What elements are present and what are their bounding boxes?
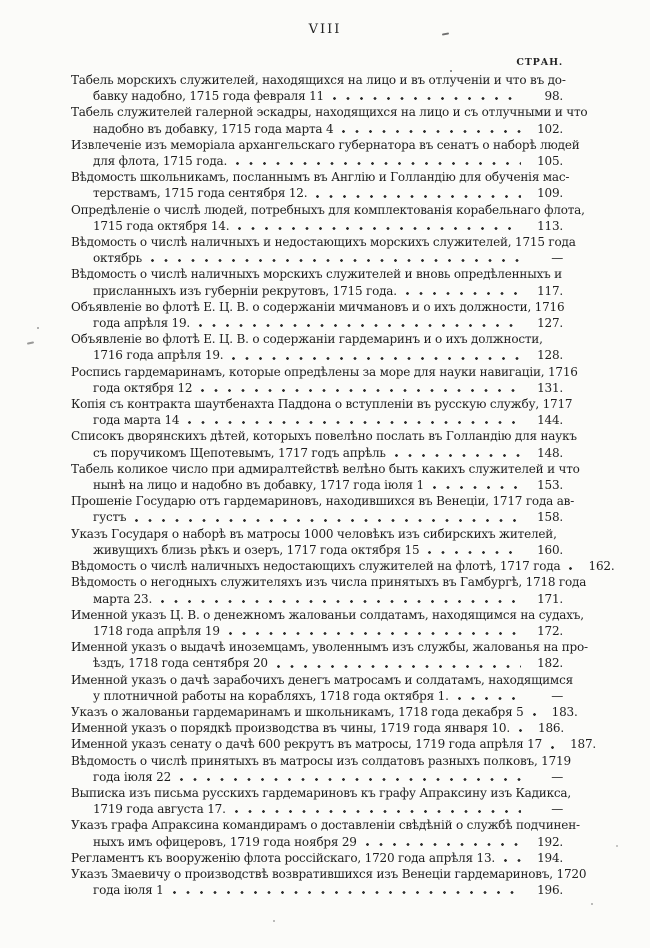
toc-entry-line: Извлеченіе изъ меморіала архангельскаго губернатора въ сенатъ о наборѣ людей — [71, 137, 580, 152]
toc-entry — [71, 866, 587, 898]
page-number: — — [551, 802, 563, 817]
dot-leader — [315, 194, 521, 199]
toc-entry-last-line — [71, 801, 563, 817]
dot-leader — [427, 550, 521, 555]
dot-leader — [365, 842, 521, 847]
dot-leader — [550, 745, 554, 750]
page-number: 158. — [537, 510, 563, 525]
dot-leader — [237, 226, 521, 231]
toc-entry-text: Именной указъ сенату о дачѣ 600 рекрутъ въ матросы, 1719 года апрѣля 17 — [71, 737, 543, 752]
dot-leader — [172, 890, 521, 895]
page-number: 192. — [537, 834, 563, 849]
toc-entry-last-line — [71, 509, 563, 525]
toc-entry-line: Указъ Государя о наборѣ въ матросы 1000 человѣкъ изъ сибирскихъ жителей, — [71, 526, 557, 541]
page-number: 148. — [537, 445, 563, 460]
toc-entry — [71, 331, 563, 363]
toc-entry — [71, 817, 580, 849]
page-number: 117. — [537, 283, 563, 298]
scan-speck — [616, 845, 618, 847]
toc-entry-line: Именной указъ о дачѣ зарабочихъ денегъ матросамъ и солдатамъ, находящимся — [71, 672, 573, 687]
toc-entry-text: года іюля 22 — [93, 769, 172, 784]
toc-entry-line: Списокъ дворянскихъ дѣтей, которыхъ повелѣно послать въ Голландію для наукъ — [71, 429, 577, 444]
toc-entry-last-line — [71, 704, 578, 720]
toc-entry-last-line — [71, 250, 563, 266]
toc-entry-line: Указъ графа Апраксина командирамъ о доставленіи свѣдѣній о службѣ подчинен- — [71, 818, 580, 833]
page-number: — — [551, 688, 563, 703]
toc-entry-line: Вѣдомость о числѣ принятыхъ въ матросы изъ солдатовъ разныхъ полковъ, 1719 — [71, 753, 571, 768]
toc-entry-line: Табель коликое число при адмиралтействѣ велѣно быть какихъ служителей и что — [71, 461, 580, 476]
toc-entry — [71, 72, 566, 104]
toc-entry-text: октябрь — [93, 251, 142, 266]
toc-entry-line: Вѣдомость о числѣ наличныхъ и недостающихъ морскихъ служителей, 1715 года — [71, 235, 576, 250]
dot-leader — [503, 858, 521, 863]
toc-entry — [71, 574, 587, 606]
page-roman-numeral: VIII — [308, 22, 342, 37]
page-number: 196. — [537, 883, 563, 898]
toc-entry — [71, 639, 588, 671]
toc-entry-last-line — [71, 153, 563, 169]
dot-leader — [568, 566, 572, 571]
toc-entry-line: Именной указъ Ц. В. о денежномъ жалованьи солдатамъ, находящимся на судахъ, — [71, 607, 584, 622]
toc-entry-line: Вѣдомость о числѣ наличныхъ морскихъ служителей и вновь опредѣленныхъ и — [71, 267, 562, 282]
toc-entry-last-line — [71, 623, 563, 639]
toc-entry-line: Вѣдомость школьникамъ, посланнымъ въ Англію и Голландію для обученія мас- — [71, 170, 570, 185]
toc-entry-text: Регламентъ къ вооруженію флота россійскаго, 1720 года апрѣля 13. — [71, 850, 496, 865]
toc-entry-last-line — [71, 882, 563, 898]
page-number: 127. — [537, 316, 563, 331]
page-number: 162. — [588, 559, 615, 574]
toc-entry-last-line — [71, 591, 563, 607]
toc-entry-text: присланныхъ изъ губерніи рекрутовъ, 1715 года. — [93, 283, 397, 298]
dot-leader — [160, 599, 521, 604]
toc-entry — [71, 672, 573, 704]
toc-entry-text: марта 23. — [93, 591, 153, 606]
page-number: 102. — [537, 121, 563, 136]
toc-entry-text: 1718 года апрѣля 19 — [93, 623, 220, 638]
toc-entry — [71, 461, 580, 493]
toc-entry-text: 1715 года октября 14. — [93, 218, 230, 233]
toc-entry — [71, 234, 576, 266]
toc-entry-last-line — [71, 688, 563, 704]
toc-entry — [71, 428, 577, 460]
toc-entry-text: Именной указъ о порядкѣ производства въ чины, 1719 года января 10. — [71, 721, 510, 736]
toc-entry-line: Табель морскихъ служителей, находящихся на лицо и въ отлученіи и что въ до- — [71, 73, 566, 87]
toc-entry — [71, 266, 563, 298]
page-column-label: СТРАН. — [516, 57, 563, 68]
dot-leader — [231, 356, 521, 361]
page-number: 187. — [570, 737, 597, 752]
toc-entry-last-line — [71, 769, 563, 785]
toc-entry-line: Именной указъ о выдачѣ иноземцамъ, уволеннымъ изъ службы, жалованья на про- — [71, 640, 588, 655]
page-number: 113. — [537, 218, 563, 233]
toc-entry-text: терствамъ, 1715 года сентября 12. — [93, 186, 308, 201]
dot-leader — [518, 728, 522, 733]
toc-entry-line: Указъ Змаевичу о производствѣ возвратившихся изъ Венеціи гардемариновъ, 1720 — [71, 866, 587, 881]
toc-entry-line: Опредѣленіе о числѣ людей, потребныхъ для комплектованія корабельнаго флота, — [71, 202, 585, 217]
toc-entry-line: Вѣдомость о негодныхъ служителяхъ изъ числа принятыхъ въ Гамбургѣ, 1718 года — [71, 575, 587, 590]
toc-entry-text: съ поручикомъ Щепотевымъ, 1717 годъ апрѣль — [93, 445, 386, 460]
page-number: 144. — [537, 413, 563, 428]
dot-leader — [235, 161, 521, 166]
toc-entry-last-line — [71, 185, 563, 201]
toc-entry — [71, 104, 588, 136]
dot-leader — [234, 809, 521, 814]
scan-speck — [273, 920, 275, 922]
toc-entry-last-line — [71, 412, 563, 428]
dot-leader — [179, 777, 521, 782]
toc-entry-last-line — [71, 477, 563, 493]
page-number: 160. — [537, 542, 563, 557]
toc-entry-text: 1716 года апрѣля 19. — [93, 348, 224, 363]
toc-entry-last-line — [71, 655, 563, 671]
toc-entry-last-line — [71, 834, 563, 850]
dot-leader — [150, 258, 521, 263]
toc-entry — [71, 607, 584, 639]
dot-leader — [198, 323, 521, 328]
toc-entry-text: 1719 года августа 17. — [93, 802, 226, 817]
toc-entry — [71, 364, 578, 396]
page-number: 98. — [544, 89, 563, 104]
toc-entry — [71, 736, 597, 752]
dot-leader — [134, 518, 521, 523]
toc — [71, 72, 615, 898]
toc-entry-last-line — [71, 283, 563, 299]
page-number: 128. — [537, 348, 563, 363]
toc-entry — [71, 299, 563, 331]
scan-speck — [450, 70, 452, 72]
toc-entry — [71, 850, 563, 866]
dot-leader — [432, 485, 521, 490]
toc-entry-line: Прошеніе Государю отъ гардемариновъ, находившихся въ Венеціи, 1717 года ав- — [71, 494, 575, 509]
dot-leader — [532, 712, 536, 717]
toc-entry-last-line — [71, 88, 563, 104]
toc-entry-text: для флота, 1715 года. — [93, 154, 228, 169]
toc-entry — [71, 704, 578, 720]
toc-entry-last-line — [71, 720, 563, 736]
toc-entry-text: густъ — [93, 510, 127, 525]
toc-entry-text: нынѣ на лицо и надобно въ добавку, 1717 года іюля 1 — [93, 478, 424, 493]
page-number: 153. — [537, 478, 563, 493]
toc-entry — [71, 785, 571, 817]
toc-entry-line: Выписка изъ письма русскихъ гардемариновъ къ графу Апраксину изъ Кадикса, — [71, 785, 571, 800]
page-number: 194. — [537, 850, 563, 865]
toc-entry — [71, 753, 571, 785]
page-number: 186. — [538, 721, 564, 736]
toc-entry-last-line — [71, 558, 615, 574]
toc-entry-text: Указъ о жалованьи гардемаринамъ и школьникамъ, 1718 года декабря 5 — [71, 704, 524, 719]
toc-entry-last-line — [71, 315, 563, 331]
toc-entry-last-line — [71, 347, 563, 363]
dot-leader — [405, 291, 521, 296]
scan-speck — [591, 903, 593, 905]
toc-entry-text: года октября 12 — [93, 380, 193, 395]
page-number: 105. — [537, 154, 563, 169]
toc-entry-line: Объявленіе во флотѣ Е. Ц. В. о содержаніи гардемаринъ и о ихъ должности, — [71, 332, 543, 347]
toc-entry-text: живущихъ близь рѣкъ и озеръ, 1717 года октября 15 — [93, 542, 420, 557]
dot-leader — [394, 453, 521, 458]
page-number: — — [551, 251, 563, 266]
toc-entry-line: Объявленіе во флотѣ Е. Ц. В. о содержаніи мичмановъ и о ихъ должности, 1716 — [71, 299, 565, 314]
dot-leader — [200, 388, 521, 393]
toc-entry-text: у плотничной работы на корабляхъ, 1718 года октября 1. — [93, 688, 449, 703]
toc-entry-last-line — [71, 736, 597, 752]
toc-entry — [71, 558, 615, 574]
toc-entry — [71, 137, 580, 169]
toc-entry-last-line — [71, 850, 563, 866]
page-number: 182. — [537, 656, 563, 671]
toc-entry-last-line — [71, 445, 563, 461]
toc-entry-text: года іюля 1 — [93, 883, 164, 898]
page-number: 131. — [537, 380, 563, 395]
toc-entry-text: года апрѣля 19. — [93, 316, 191, 331]
page-number: 172. — [537, 623, 563, 638]
page-number: — — [551, 769, 563, 784]
dot-leader — [276, 664, 521, 669]
toc-entry-last-line — [71, 542, 563, 558]
toc-entry-text: Вѣдомость о числѣ наличныхъ недостающихъ служителей на флотѣ, 1717 года — [71, 559, 561, 574]
toc-entry-last-line — [71, 218, 563, 234]
toc-entry — [71, 202, 585, 234]
toc-entry-text: надобно въ добавку, 1715 года марта 4 — [93, 121, 334, 136]
toc-entry-text: года марта 14 — [93, 413, 180, 428]
dot-leader — [341, 129, 521, 134]
toc-entry-text: ныхъ имъ офицеровъ, 1719 года ноября 29 — [93, 834, 357, 849]
page-number: 109. — [537, 186, 563, 201]
toc-entry — [71, 720, 563, 736]
toc-entry-last-line — [71, 380, 563, 396]
toc-entry — [71, 493, 575, 525]
dot-leader — [228, 631, 521, 636]
toc-entry-line: Роспись гардемаринамъ, которые опредѣлены за море для науки навигаціи, 1716 — [71, 364, 578, 379]
toc-entry — [71, 169, 570, 201]
dot-leader — [187, 420, 521, 425]
dot-leader — [457, 696, 521, 701]
toc-entry-line: Копія съ контракта шаутбенахта Паддона о вступленіи въ русскую службу, 1717 — [71, 397, 573, 412]
toc-entry-line: Табель служителей галерной эскадры, находящихся на лицо и съ отлучными и что — [71, 105, 588, 120]
scan-speck — [27, 341, 34, 344]
toc-entry-text: ѣздъ, 1718 года сентября 20 — [93, 656, 268, 671]
page-number: 171. — [537, 591, 563, 606]
page-number: 183. — [551, 704, 578, 719]
toc-entry — [71, 526, 563, 558]
scan-speck — [37, 327, 39, 329]
toc-entry-text: бавку надобно, 1715 года февраля 11 — [93, 89, 324, 104]
dot-leader — [332, 96, 521, 101]
toc-entry — [71, 396, 573, 428]
toc-entry-last-line — [71, 121, 563, 137]
